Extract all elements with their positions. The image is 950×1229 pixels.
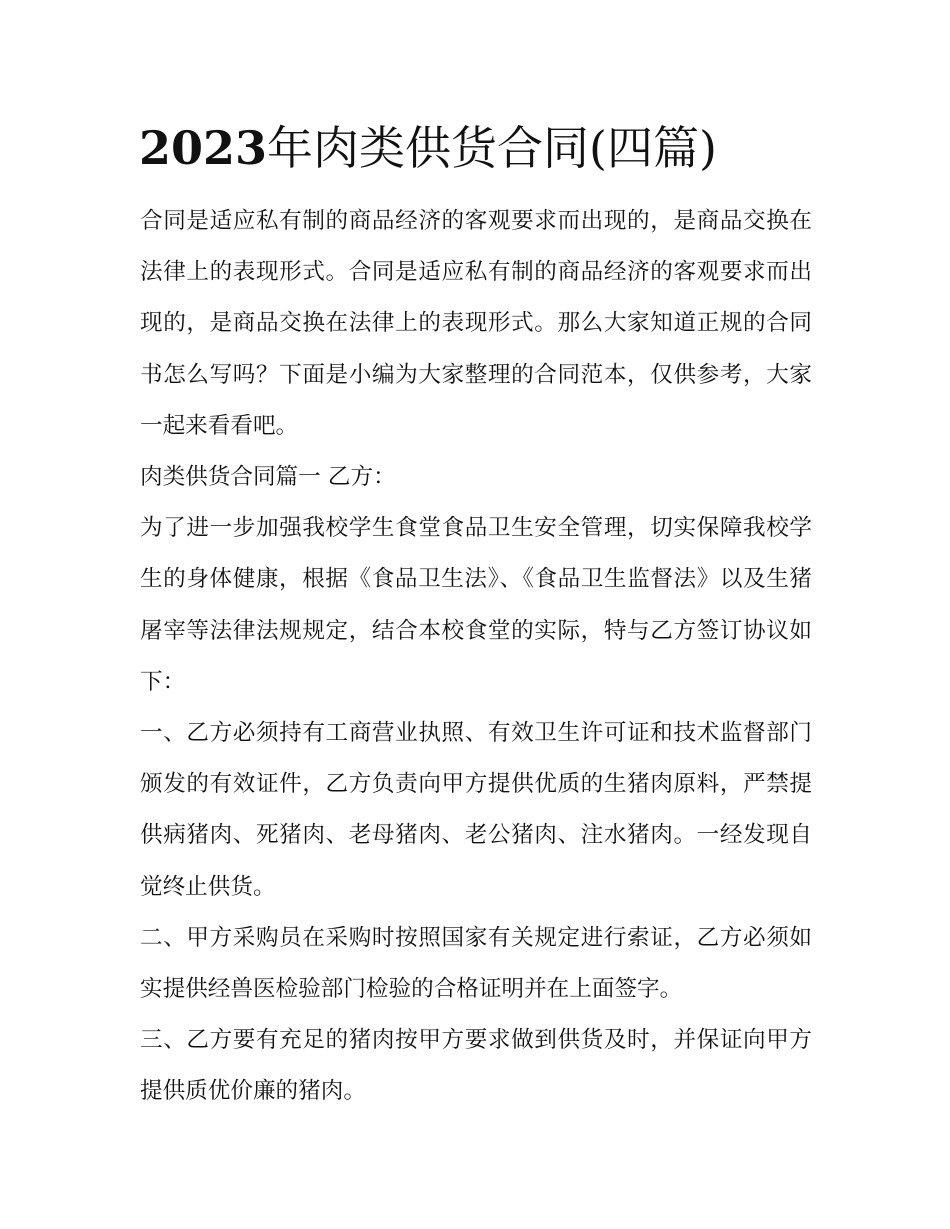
section-heading: 肉类供货合同篇一 乙方： — [140, 464, 396, 491]
clause-1: 一、乙方必须持有工商营业执照、有效卫生许可证和技术监督部门颁发的有效证件，乙方负责向甲方提供优质的生猪肉原料，严禁提供病猪肉、死猪肉、老母猪肉、老公猪肉、注水猪肉。一经发现自觉终止供货。 — [140, 720, 812, 900]
clause-3: 三、乙方要有充足的猪肉按甲方要求做到供货及时，并保证向甲方提供质优价廉的猪肉。 — [140, 1027, 812, 1105]
document-body — [140, 196, 812, 1118]
agreement-preamble: 为了进一步加强我校学生食堂食品卫生安全管理，切实保障我校学生的身体健康，根据《食品卫生法》、《食品卫生监督法》以及生猪屠宰等法律法规规定，结合本校食堂的实际，特与乙方签订协议如下： — [140, 515, 812, 695]
document-title — [139, 118, 839, 178]
title-text: 年肉类供货合同(四篇) — [267, 121, 717, 175]
clause-2: 二、甲方采购员在采购时按照国家有关规定进行索证，乙方必须如实提供经兽医检验部门检验的合格证明并在上面签字。 — [140, 924, 812, 1003]
intro-paragraph: 合同是适应私有制的商品经济的客观要求而出现的，是商品交换在法律上的表现形式。合同是适应私有制的商品经济的客观要求而出现的，是商品交换在法律上的表现形式。那么大家知道正规的合同书怎么写吗？下面是小编为大家整理的合同范本，仅供参考，大家一起来看看吧。 — [140, 208, 812, 439]
title-year: 2023 — [139, 121, 268, 175]
